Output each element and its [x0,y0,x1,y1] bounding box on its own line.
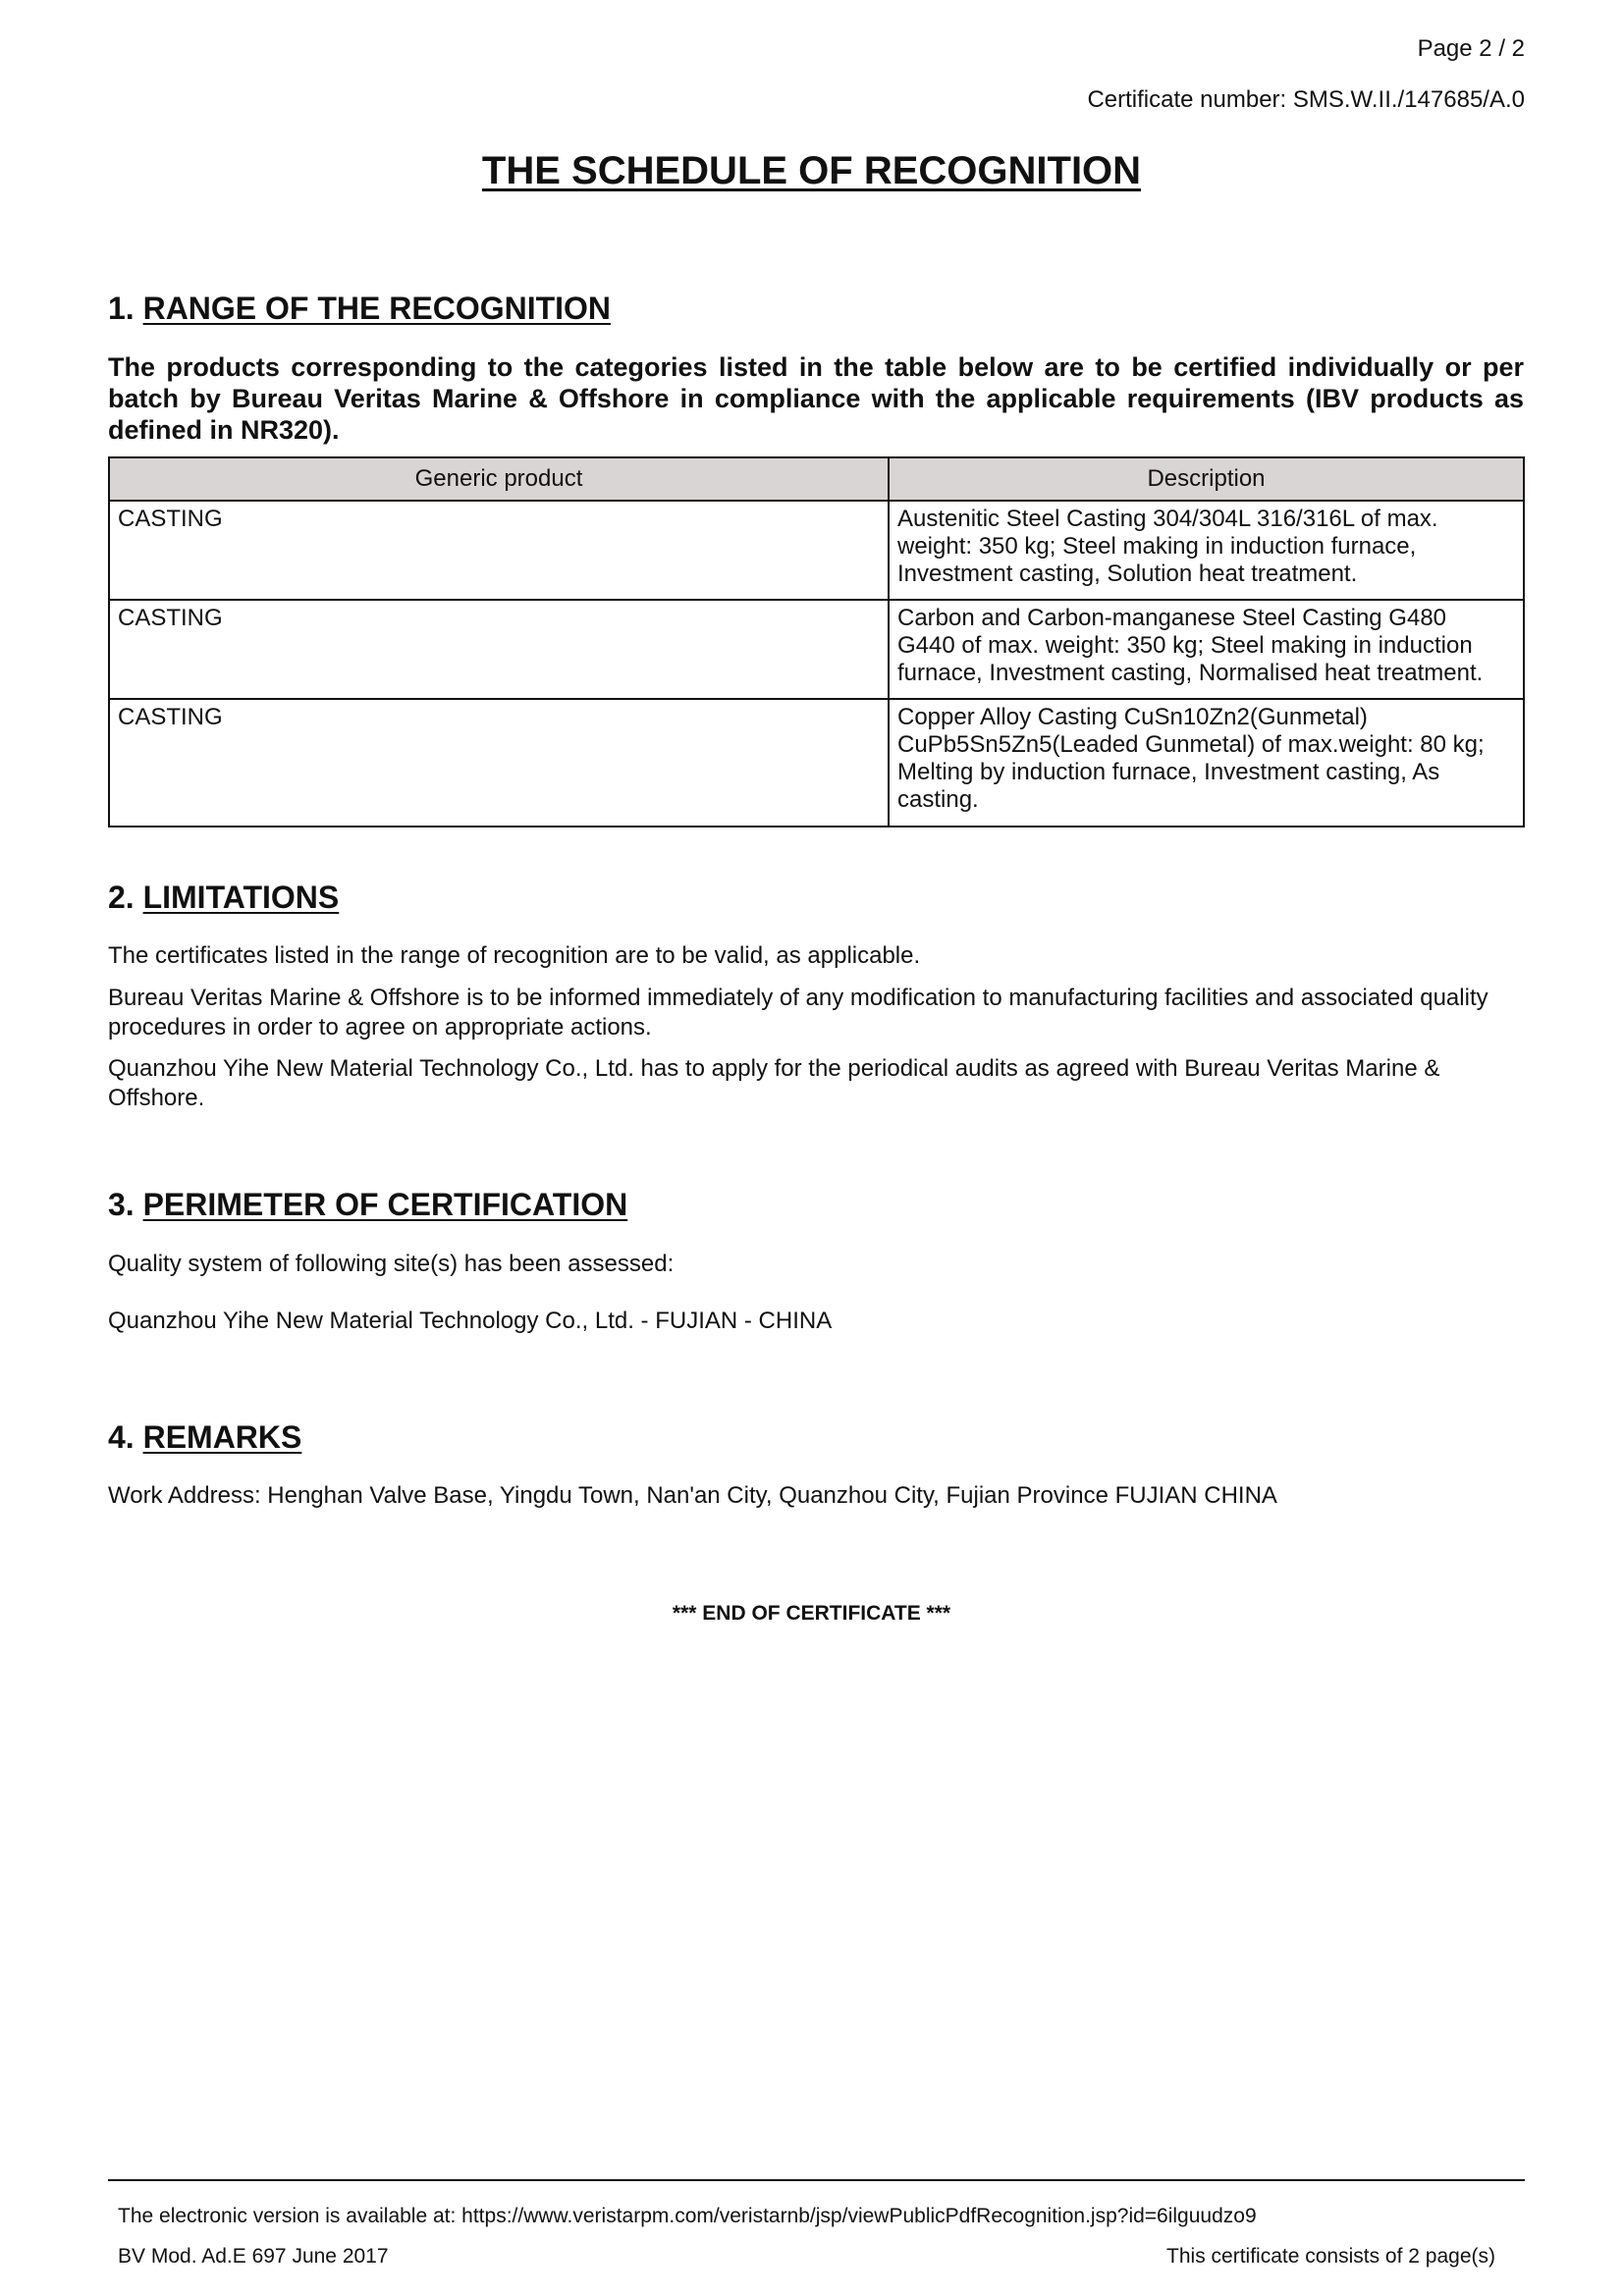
section-heading-perimeter [108,1187,627,1223]
perimeter-paragraph: Quality system of following site(s) has been assessed: [108,1251,675,1277]
table-row [109,501,1524,600]
section-number: 3. [108,1187,135,1222]
page-number: Page 2 / 2 [1417,35,1525,62]
section-number: 4. [108,1419,135,1455]
section-heading-remarks [108,1419,301,1456]
section-heading-range [108,291,611,327]
footer-divider [108,2179,1525,2181]
footer-electronic-version: The electronic version is available at: https://www.veristarpm.com/veristarnb/jsp/viewPublicPdfRecognition.jsp?id=6ilguudzo9 [118,2205,1257,2227]
table-cell-description: Copper Alloy Casting CuSn10Zn2(Gunmetal) CuPb5Sn5Zn5(Leaded Gunmetal) of max.weight: 80 kg; Melting by induction furnace, Investment casting, As casting. [889,699,1524,827]
column-header-generic-product: Generic product [109,457,889,501]
table-header-row [109,457,1524,501]
perimeter-site: Quanzhou Yihe New Material Technology Co., Ltd. - FUJIAN - CHINA [108,1308,833,1334]
table-cell-product: CASTING [109,699,889,827]
document-title-text: THE SCHEDULE OF RECOGNITION [481,149,1142,192]
table-cell-description: Carbon and Carbon-manganese Steel Casting G480 G440 of max. weight: 350 kg; Steel making in induction furnace, Investment casting, Normalised heat treatment. [889,600,1524,699]
limitations-paragraph: Bureau Veritas Marine & Offshore is to be informed immediately of any modification to manufacturing facilities and associated quality procedures in order to agree on appropriate actions. [108,985,1488,1041]
footer-form-reference: BV Mod. Ad.E 697 June 2017 [118,2245,389,2268]
range-table [108,456,1525,828]
certificate-number: Certificate number: SMS.W.II./147685/A.0 [1087,86,1525,113]
section-title: PERIMETER OF CERTIFICATION [142,1187,628,1222]
section-number: 2. [108,880,135,915]
section-number: 1. [108,291,135,326]
section-title: LIMITATIONS [142,880,340,915]
column-header-description: Description [889,457,1524,501]
section-title: REMARKS [142,1419,302,1455]
table-row [109,600,1524,699]
range-intro-text: The products corresponding to the categories listed in the table below are to be certified individually or per batch by Bureau Veritas Marine & Offshore in compliance with the applicable requirements (IBV products as defined in NR320). [108,352,1524,445]
table-cell-description: Austenitic Steel Casting 304/304L 316/316L of max. weight: 350 kg; Steel making in induction furnace, Investment casting, Solution heat treatment. [889,501,1524,600]
footer-page-count: This certificate consists of 2 page(s) [1166,2245,1495,2268]
end-of-certificate: *** END OF CERTIFICATE *** [672,1602,951,1625]
remarks-paragraph: Work Address: Henghan Valve Base, Yingdu Town, Nan'an City, Quanzhou City, Fujian Province FUJIAN CHINA [108,1482,1277,1509]
table-cell-product: CASTING [109,600,889,699]
limitations-paragraph: The certificates listed in the range of recognition are to be valid, as applicable. [108,942,921,969]
document-title [0,149,1623,193]
limitations-paragraph: Quanzhou Yihe New Material Technology Co., Ltd. has to apply for the periodical audits as agreed with Bureau Veritas Marine & Offshore. [108,1055,1440,1111]
section-heading-limitations [108,880,339,916]
section-title: RANGE OF THE RECOGNITION [142,291,612,326]
table-row [109,699,1524,827]
table-cell-product: CASTING [109,501,889,600]
